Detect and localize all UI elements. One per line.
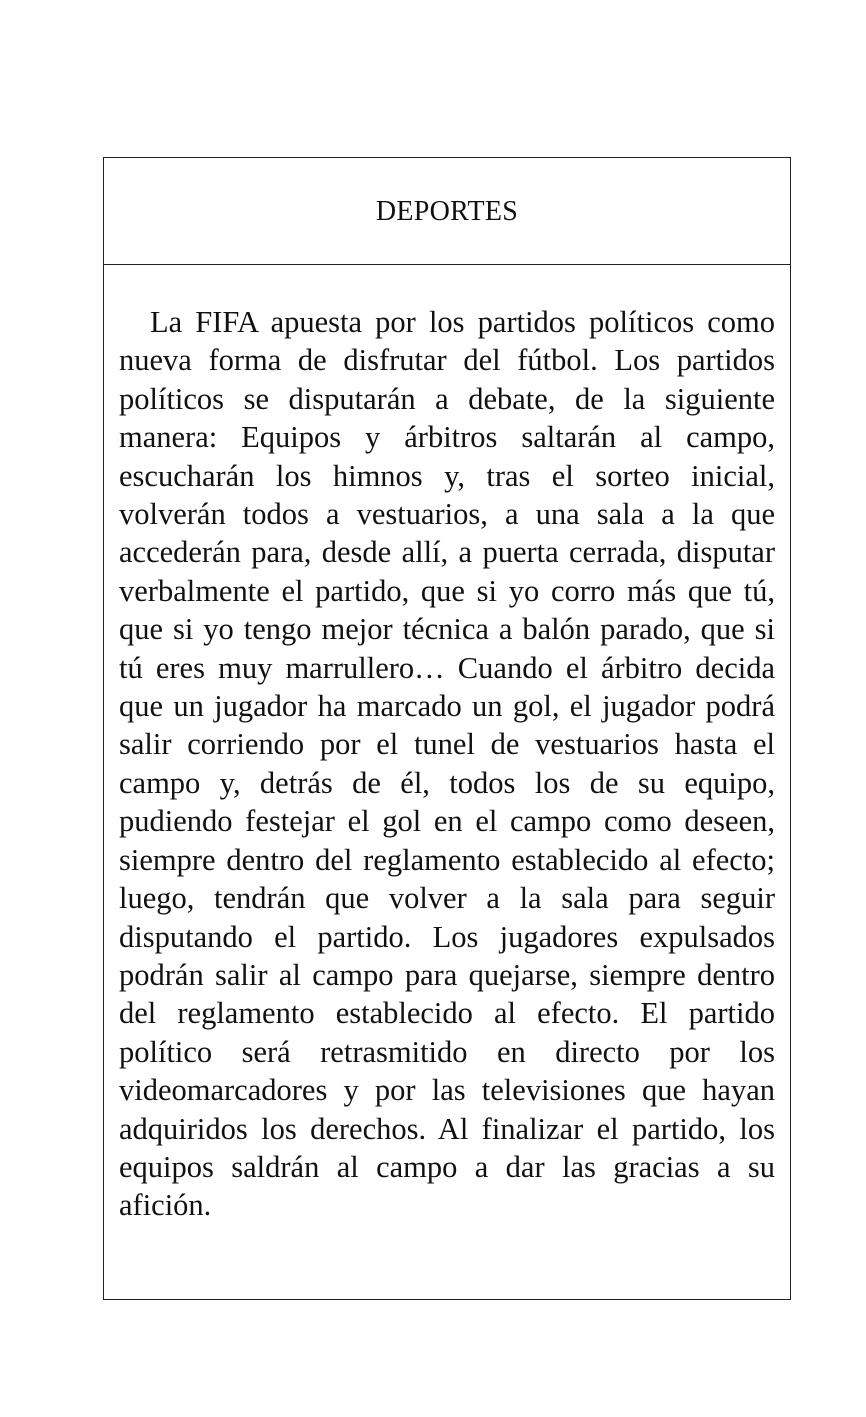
article-content (104, 265, 790, 1225)
article-box (103, 157, 791, 1300)
section-title: DEPORTES (375, 196, 519, 227)
article-body: La FIFA apuesta por los partidos políticos como nueva forma de disfrutar del fútbol. Los partidos políticos se disputarán a debate, de la siguiente manera: Equipos y árbitros saltarán al campo, escucharán los himnos y, tras el sorteo inicial, volverán todos a vestuarios, a una sala a la que accederán para, desde allí, a puerta cerrada, disputar verbalmente el partido, que si yo corro más que tú, que si yo tengo mejor técnica a balón parado, que si tú eres muy marrullero… Cuando el árbitro decida que un jugador ha marcado un gol, el jugador podrá salir corriendo por el tunel de vestuarios hasta el campo y, detrás de él, todos los de su equipo, pudiendo festejar el gol en el campo como deseen, siempre dentro del reglamento establecido al efecto; luego, tendrán que volver a la sala para seguir disputando el partido. Los jugadores expulsados podrán salir al campo para quejarse, siempre dentro del reglamento establecido al efecto. El partido político será retrasmitido en directo por los videomarcadores y por las televisiones que hayan adquiridos los derechos. Al finalizar el partido, los equipos saldrán al campo a dar las gracias a su afición. (119, 305, 775, 1223)
section-header (104, 158, 790, 265)
